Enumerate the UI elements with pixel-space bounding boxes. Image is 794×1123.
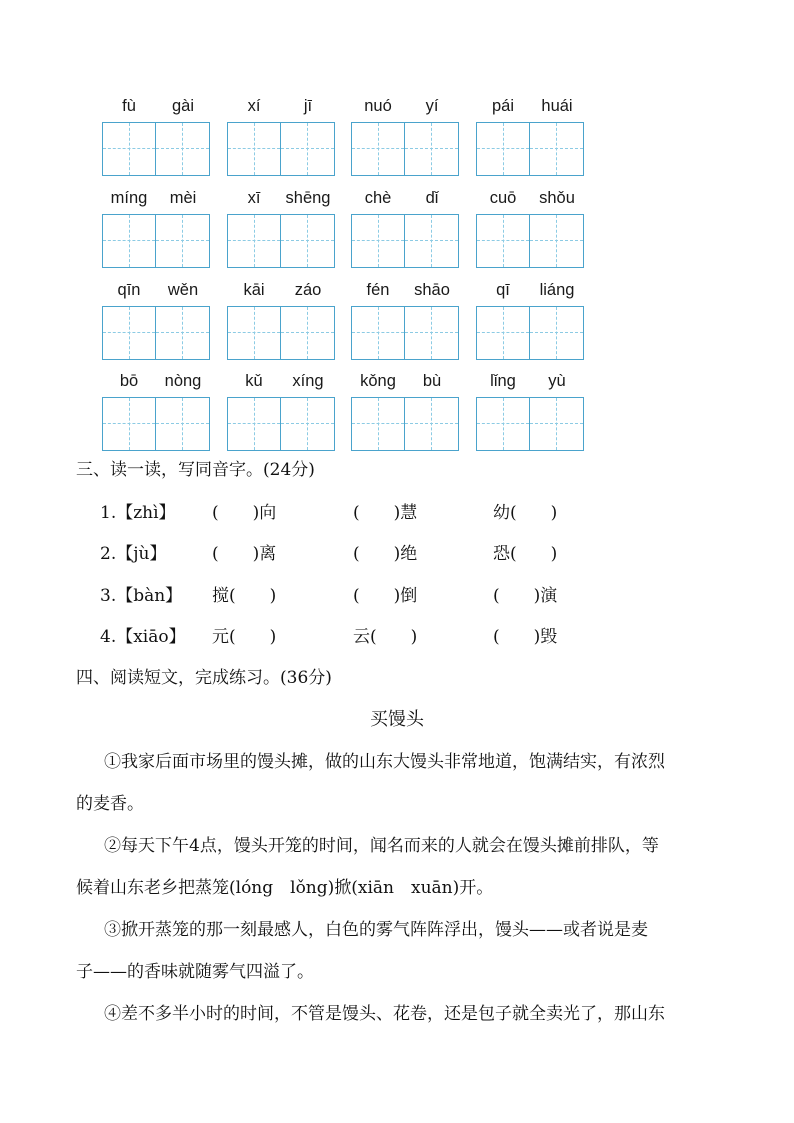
word-box <box>476 371 584 451</box>
guide-line-vertical <box>254 398 255 450</box>
guide-line-vertical <box>556 123 557 175</box>
guide-line-vertical <box>503 307 504 359</box>
word-box <box>351 371 459 451</box>
writing-cell[interactable] <box>156 215 209 267</box>
pinyin-syllable: xī <box>247 189 261 207</box>
pinyin-label <box>351 280 459 300</box>
pinyin-syllable: bù <box>422 372 442 390</box>
pinyin-label <box>102 96 210 116</box>
pinyin-label <box>351 371 459 391</box>
writing-cell[interactable] <box>228 307 281 359</box>
pinyin-syllable: yí <box>425 97 439 115</box>
pinyin-syllable: wěn <box>167 281 199 299</box>
writing-cell[interactable] <box>352 307 405 359</box>
writing-boxes[interactable] <box>476 214 584 268</box>
pinyin-syllable: míng <box>110 189 148 207</box>
writing-cell[interactable] <box>103 123 156 175</box>
guide-line-vertical <box>556 398 557 450</box>
writing-cell[interactable] <box>156 398 209 450</box>
guide-line-vertical <box>182 307 183 359</box>
fill-blank-item[interactable]: 云( ) <box>353 627 418 647</box>
pinyin-syllable: lǐng <box>490 372 516 390</box>
pinyin-syllable: huái <box>541 97 573 115</box>
writing-boxes[interactable] <box>227 306 335 360</box>
guide-line-vertical <box>378 307 379 359</box>
guide-line-vertical <box>129 215 130 267</box>
writing-cell[interactable] <box>281 398 334 450</box>
pinyin-syllable: kǔ <box>245 372 263 390</box>
guide-line-vertical <box>254 307 255 359</box>
pinyin-label <box>351 188 459 208</box>
guide-line-vertical <box>431 398 432 450</box>
writing-cell[interactable] <box>352 123 405 175</box>
word-box <box>351 96 459 176</box>
guide-line-vertical <box>182 215 183 267</box>
writing-boxes[interactable] <box>476 397 584 451</box>
pinyin-syllable: cuō <box>489 189 517 207</box>
guide-line-vertical <box>503 215 504 267</box>
pinyin-syllable: gài <box>171 97 195 115</box>
pinyin-label <box>476 188 584 208</box>
word-box <box>102 188 210 268</box>
pinyin-syllable: fén <box>366 281 390 299</box>
guide-line-vertical <box>378 123 379 175</box>
paragraph-line: ②每天下午4点，馒头开笼的时间，闻名而来的人就会在馒头摊前排队，等 <box>104 836 659 856</box>
fill-blank-item[interactable]: 搅( ) <box>212 586 277 606</box>
pinyin-prompt: 2.【jù】 <box>100 544 167 564</box>
paragraph-line: ④差不多半小时的时间，不管是馒头、花卷，还是包子就全卖光了，那山东 <box>104 1004 665 1024</box>
pinyin-syllable: shēng <box>285 189 331 207</box>
writing-boxes[interactable] <box>102 214 210 268</box>
grid-row <box>0 96 794 188</box>
fill-blank-item[interactable]: 恐( ) <box>493 544 558 564</box>
pinyin-syllable: pái <box>491 97 515 115</box>
guide-line-vertical <box>431 123 432 175</box>
grid-row <box>0 188 794 280</box>
writing-cell[interactable] <box>228 398 281 450</box>
pinyin-label <box>102 188 210 208</box>
writing-cell[interactable] <box>405 398 458 450</box>
word-box <box>476 280 584 360</box>
guide-line-vertical <box>307 307 308 359</box>
writing-cell[interactable] <box>405 123 458 175</box>
pinyin-syllable: shāo <box>414 281 450 299</box>
pinyin-label <box>476 280 584 300</box>
pinyin-syllable: xíng <box>292 372 324 390</box>
writing-boxes[interactable] <box>102 122 210 176</box>
guide-line-vertical <box>503 123 504 175</box>
guide-line-vertical <box>307 215 308 267</box>
pinyin-syllable: kāi <box>243 281 265 299</box>
pinyin-prompt: 4.【xiāo】 <box>100 627 186 647</box>
pinyin-syllable: qīn <box>117 281 141 299</box>
pinyin-syllable: záo <box>294 281 322 299</box>
pinyin-syllable: liáng <box>539 281 575 299</box>
writing-cell[interactable] <box>477 215 530 267</box>
guide-line-vertical <box>503 398 504 450</box>
pinyin-label <box>476 371 584 391</box>
fill-blank-item[interactable]: 元( ) <box>212 627 277 647</box>
grid-row <box>0 280 794 372</box>
paragraph-line: 子——的香味就随雾气四溢了。 <box>76 962 314 982</box>
pinyin-label <box>227 280 335 300</box>
pinyin-label <box>102 280 210 300</box>
writing-boxes[interactable] <box>227 397 335 451</box>
pinyin-syllable: jī <box>303 97 313 115</box>
writing-cell[interactable] <box>228 123 281 175</box>
word-box <box>476 96 584 176</box>
section3-heading: 三、读一读，写同音字。(24分) <box>76 460 315 480</box>
writing-cell[interactable] <box>477 307 530 359</box>
fill-blank-item[interactable]: ( )演 <box>493 586 558 606</box>
writing-cell[interactable] <box>281 215 334 267</box>
writing-boxes[interactable] <box>351 397 459 451</box>
pinyin-prompt: 3.【bàn】 <box>100 586 183 606</box>
writing-cell[interactable] <box>352 215 405 267</box>
guide-line-vertical <box>431 307 432 359</box>
writing-cell[interactable] <box>103 307 156 359</box>
guide-line-vertical <box>254 215 255 267</box>
fill-blank-item[interactable]: ( )离 <box>212 544 277 564</box>
paragraph-line: ③掀开蒸笼的那一刻最感人，白色的雾气阵阵浮出，馒头——或者说是麦 <box>104 920 648 940</box>
writing-cell[interactable] <box>156 123 209 175</box>
pinyin-syllable: xí <box>247 97 261 115</box>
pinyin-label <box>227 371 335 391</box>
writing-boxes[interactable] <box>351 214 459 268</box>
pinyin-prompt: 1.【zhì】 <box>100 503 176 523</box>
guide-line-vertical <box>254 123 255 175</box>
word-box <box>102 280 210 360</box>
fill-blank-item[interactable]: ( )倒 <box>353 586 418 606</box>
fill-blank-item[interactable]: 幼( ) <box>493 503 558 523</box>
pinyin-syllable: shǒu <box>539 189 575 207</box>
paragraph-line: ①我家后面市场里的馒头摊，做的山东大馒头非常地道，饱满结实，有浓烈 <box>104 752 665 772</box>
paragraph-line: 候着山东老乡把蒸笼(lóng lǒng)掀(xiān xuān)开。 <box>76 878 494 898</box>
pinyin-label <box>102 371 210 391</box>
pinyin-label <box>476 96 584 116</box>
writing-boxes[interactable] <box>102 306 210 360</box>
pinyin-syllable: fù <box>122 97 136 115</box>
guide-line-vertical <box>378 398 379 450</box>
guide-line-vertical <box>431 215 432 267</box>
writing-cell[interactable] <box>405 215 458 267</box>
pinyin-syllable: kǒng <box>360 372 396 390</box>
writing-cell[interactable] <box>228 215 281 267</box>
pinyin-syllable: mèi <box>169 189 197 207</box>
word-box <box>227 371 335 451</box>
writing-boxes[interactable] <box>476 306 584 360</box>
guide-line-vertical <box>307 123 308 175</box>
pinyin-syllable: dǐ <box>425 189 439 207</box>
word-box <box>102 371 210 451</box>
writing-boxes[interactable] <box>351 122 459 176</box>
writing-cell[interactable] <box>530 307 583 359</box>
pinyin-syllable: nuó <box>364 97 392 115</box>
fill-blank-item[interactable]: ( )毁 <box>493 627 558 647</box>
pinyin-syllable: yù <box>548 372 566 390</box>
pinyin-syllable: chè <box>364 189 392 207</box>
pinyin-label <box>351 96 459 116</box>
writing-cell[interactable] <box>352 398 405 450</box>
guide-line-vertical <box>378 215 379 267</box>
fill-blank-item[interactable]: ( )向 <box>212 503 277 523</box>
guide-line-vertical <box>129 123 130 175</box>
writing-cell[interactable] <box>530 398 583 450</box>
guide-line-vertical <box>182 123 183 175</box>
writing-cell[interactable] <box>103 215 156 267</box>
pinyin-syllable: nòng <box>164 372 202 390</box>
writing-cell[interactable] <box>530 215 583 267</box>
word-box <box>351 188 459 268</box>
passage-title: 买馒头 <box>370 709 424 730</box>
writing-boxes[interactable] <box>227 214 335 268</box>
paragraph-line: 的麦香。 <box>76 794 144 814</box>
writing-cell[interactable] <box>281 307 334 359</box>
guide-line-vertical <box>129 307 130 359</box>
pinyin-syllable: qī <box>496 281 510 299</box>
writing-cell[interactable] <box>530 123 583 175</box>
word-box <box>227 96 335 176</box>
writing-cell[interactable] <box>477 123 530 175</box>
guide-line-vertical <box>182 398 183 450</box>
guide-line-vertical <box>307 398 308 450</box>
writing-boxes[interactable] <box>351 306 459 360</box>
guide-line-vertical <box>129 398 130 450</box>
word-box <box>227 188 335 268</box>
writing-boxes[interactable] <box>476 122 584 176</box>
guide-line-vertical <box>556 307 557 359</box>
pinyin-label <box>227 96 335 116</box>
writing-boxes[interactable] <box>102 397 210 451</box>
word-box <box>102 96 210 176</box>
fill-blank-item[interactable]: ( )绝 <box>353 544 418 564</box>
grid-row <box>0 371 794 463</box>
pinyin-syllable: bō <box>119 372 139 390</box>
writing-boxes[interactable] <box>227 122 335 176</box>
fill-blank-item[interactable]: ( )慧 <box>353 503 418 523</box>
section4-heading: 四、阅读短文，完成练习。(36分) <box>76 668 332 688</box>
guide-line-vertical <box>556 215 557 267</box>
pinyin-label <box>227 188 335 208</box>
word-box <box>476 188 584 268</box>
word-box <box>351 280 459 360</box>
writing-cell[interactable] <box>477 398 530 450</box>
writing-cell[interactable] <box>156 307 209 359</box>
word-box <box>227 280 335 360</box>
writing-cell[interactable] <box>405 307 458 359</box>
writing-cell[interactable] <box>103 398 156 450</box>
writing-cell[interactable] <box>281 123 334 175</box>
